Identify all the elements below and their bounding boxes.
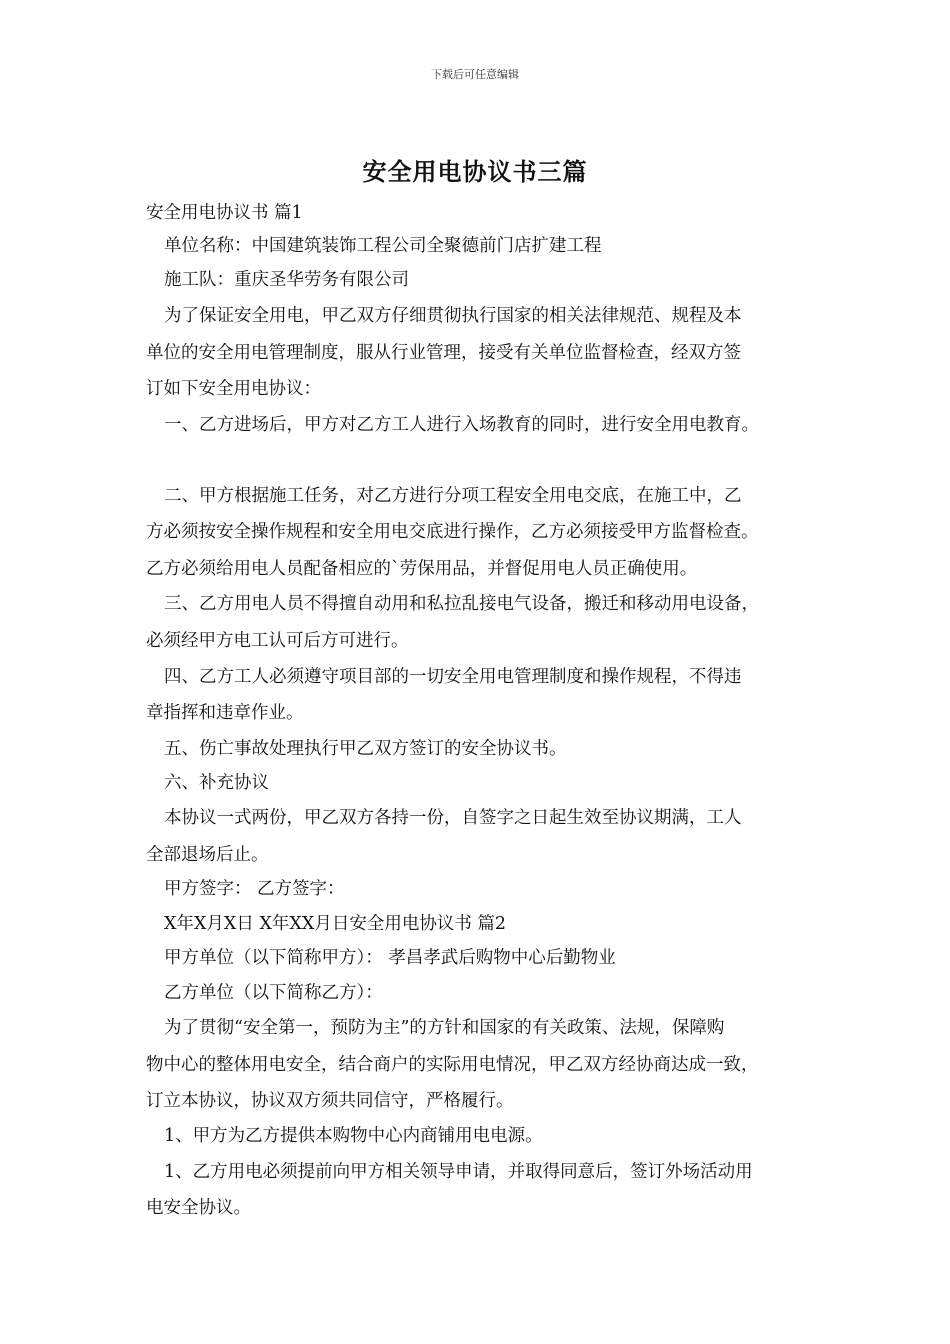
paragraph-line: 电安全协议。: [146, 1198, 251, 1218]
paragraph-line: 必须经甲方电工认可后方可进行。: [146, 631, 409, 651]
paragraph-line: 施工队：重庆圣华劳务有限公司: [164, 270, 409, 290]
document-title: 安全用电协议书三篇: [362, 157, 588, 186]
paragraph-line: 六、补充协议: [164, 773, 269, 793]
paragraph-line: 一、乙方进场后，甲方对乙方工人进行入场教育的同时，进行安全用电教育。: [164, 415, 759, 435]
paragraph-line: 四、乙方工人必须遵守项目部的一切安全用电管理制度和操作规程，不得违: [164, 667, 742, 687]
paragraph-line: 订如下安全用电协议：: [146, 379, 321, 399]
paragraph-line: 为了贯彻“安全第一，预防为主”的方针和国家的有关政策、法规，保障购: [164, 1018, 725, 1038]
paragraph-line: 三、乙方用电人员不得擅自动用和私拉乱接电气设备，搬迁和移动用电设备，: [164, 594, 759, 614]
paragraph-line: 1、甲方为乙方提供本购物中心内商铺用电电源。: [164, 1126, 543, 1146]
paragraph-line: 为了保证安全用电，甲乙双方仔细贯彻执行国家的相关法律规范、规程及本: [164, 306, 742, 326]
paragraph-line: 单位的安全用电管理制度，服从行业管理，接受有关单位监督检查，经双方签: [146, 343, 741, 363]
paragraph-line: 五、伤亡事故处理执行甲乙双方签订的安全协议书。: [164, 739, 567, 759]
paragraph-line: 全部退场后止。: [146, 845, 269, 865]
section-heading-2: X年X月X日 X年XX月日安全用电协议书 篇2: [164, 914, 507, 934]
paragraph-line: 乙方必须给用电人员配备相应的`劳保用品，并督促用电人员正确使用。: [146, 559, 698, 579]
paragraph-line: 本协议一式两份，甲乙双方各持一份，自签字之日起生效至协议期满，工人: [164, 808, 742, 828]
paragraph-line: 二、甲方根据施工任务，对乙方进行分项工程安全用电交底，在施工中，乙: [164, 486, 742, 506]
signature-line: 甲方签字： 乙方签字：: [164, 879, 345, 899]
paragraph-line: 方必须按安全操作规程和安全用电交底进行操作，乙方必须接受甲方监督检查。: [146, 522, 759, 542]
paragraph-line: 物中心的整体用电安全，结合商户的实际用电情况，甲乙双方经协商达成一致，: [146, 1055, 759, 1075]
paragraph-line: 订立本协议，协议双方须共同信守，严格履行。: [146, 1091, 514, 1111]
paragraph-line: 乙方单位（以下简称乙方）：: [164, 983, 383, 1003]
paragraph-line: 章指挥和违章作业。: [146, 703, 304, 723]
paragraph-line: 1、乙方用电必须提前向甲方相关领导申请，并取得同意后，签订外场活动用: [164, 1162, 753, 1182]
paragraph-line: 甲方单位（以下简称甲方）： 孝昌孝武后购物中心后勤物业: [164, 948, 616, 968]
page-header: 下载后可任意编辑: [431, 68, 519, 81]
section-heading-1: 安全用电协议书 篇1: [146, 203, 303, 223]
paragraph-line: 单位名称：中国建筑装饰工程公司全聚德前门店扩建工程: [164, 236, 602, 256]
